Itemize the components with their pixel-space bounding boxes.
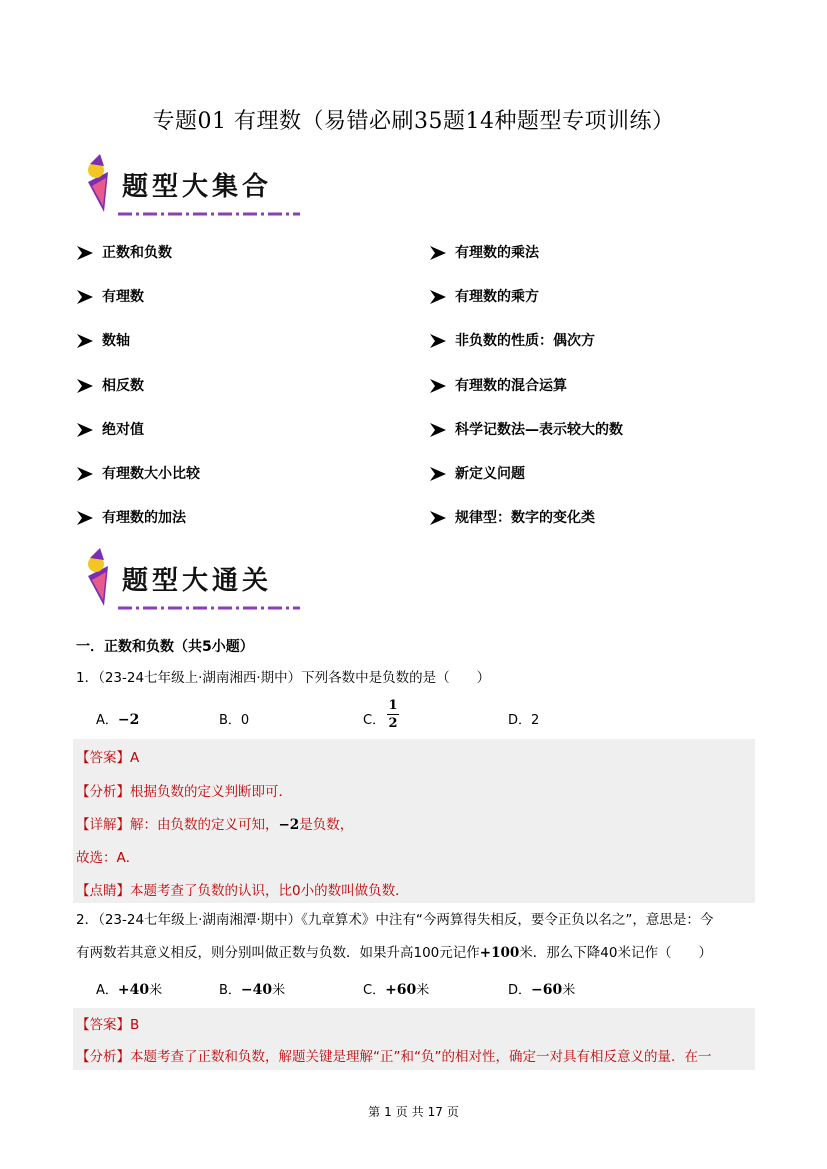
q2-answer-box	[73, 1008, 755, 1070]
q1-answer-box	[73, 739, 755, 903]
arrow-bullet-icon	[76, 510, 94, 533]
toc-item-label: 有理数的乘法	[455, 245, 539, 261]
arrow-bullet-icon	[76, 289, 94, 312]
stem-number: +100	[479, 945, 520, 961]
option-label: D．	[508, 713, 532, 728]
detail-text: 解：由负数的定义可知，	[130, 817, 279, 833]
detail-text-end: 是负数，	[299, 817, 354, 833]
section-heading: 一．正数和负数（共5小题）	[76, 639, 254, 655]
arrow-bullet-icon	[429, 510, 447, 533]
answer-tag: 【答案】	[76, 1017, 130, 1033]
footer-page: 1	[384, 1105, 392, 1119]
detail-number: −2	[278, 817, 300, 833]
toc-item-label: 有理数的加法	[102, 510, 186, 526]
answer-tag: 【答案】	[76, 750, 130, 766]
arrow-bullet-icon	[76, 378, 94, 401]
q2-option-a	[96, 979, 162, 998]
q1-option-c	[363, 709, 385, 728]
arrow-bullet-icon	[76, 245, 94, 268]
q1-analysis	[76, 780, 292, 800]
toc-item-label: 数轴	[102, 333, 130, 349]
toc-item-label: 有理数的混合运算	[455, 378, 567, 394]
toc-item-label: 有理数大小比较	[102, 466, 200, 482]
q1-choose: 故选：A．	[76, 850, 140, 866]
q2-option-c	[363, 979, 429, 998]
question-2-stem-line1: 2．（23-24七年级上·湖南湘潭·期中）《九章算术》中注有“今两算得失相反，要令正负以名之”，意思是：今	[76, 912, 714, 928]
page-footer	[0, 1103, 827, 1120]
footer-total: 17	[427, 1105, 443, 1119]
toc-item-label: 有理数	[102, 289, 144, 305]
analysis-text: 本题考查了正数和负数，解题关键是理解“正”和“负”的相对性，确定一对具有相反意义的量．在一	[130, 1049, 712, 1065]
arrow-bullet-icon	[429, 466, 447, 489]
option-value: 0	[240, 713, 250, 728]
fraction-denominator: 2	[388, 716, 398, 731]
banner-title: 题型大集合	[122, 172, 273, 202]
option-value: 2	[531, 713, 540, 728]
comment-tag: 【点睛】	[76, 883, 130, 899]
option-unit: 米	[416, 983, 430, 998]
answer-value: A	[130, 750, 140, 766]
q2-answer	[76, 1013, 139, 1033]
banner-type-collection	[78, 152, 306, 224]
q1-option-c-fraction	[387, 698, 399, 731]
option-label: A．	[96, 713, 118, 728]
q1-option-b	[219, 709, 249, 728]
banner-title: 题型大通关	[122, 566, 273, 596]
analysis-tag: 【分析】	[76, 784, 130, 800]
option-label: D．	[508, 983, 532, 998]
banner-type-practice	[78, 546, 306, 618]
option-label: B．	[219, 713, 241, 728]
toc-item-label: 有理数的乘方	[455, 289, 539, 305]
option-value: −2	[117, 712, 140, 728]
arrow-bullet-icon	[429, 289, 447, 312]
answer-value: B	[130, 1017, 140, 1033]
q1-comment	[76, 879, 409, 899]
q2-option-d	[508, 979, 575, 998]
footer-suffix: 页	[446, 1105, 459, 1119]
arrow-bullet-icon	[76, 333, 94, 356]
footer-mid: 页 共	[395, 1105, 424, 1119]
option-value: −60	[531, 982, 563, 998]
analysis-tag: 【分析】	[76, 1049, 130, 1065]
toc-item-label: 非负数的性质：偶次方	[455, 333, 595, 349]
arrow-bullet-icon	[76, 422, 94, 445]
detail-tag: 【详解】	[76, 817, 130, 833]
option-unit: 米	[149, 983, 163, 998]
question-1-stem: 1．（23-24七年级上·湖南湘西·期中）下列各数中是负数的是（ ）	[76, 670, 491, 686]
toc-item-label: 规律型：数字的变化类	[455, 510, 595, 526]
option-label: B．	[219, 983, 241, 998]
comment-text: 本题考查了负数的认识，比0小的数叫做负数．	[130, 883, 409, 899]
option-value: −40	[240, 982, 273, 998]
toc-item-label: 正数和负数	[102, 245, 172, 261]
stem-text-end: 米．那么下降40米记作（ ）	[519, 945, 712, 961]
option-label: C．	[363, 713, 386, 728]
q2-analysis	[76, 1045, 711, 1065]
toc-item-label: 科学记数法—表示较大的数	[455, 422, 623, 438]
arrow-bullet-icon	[76, 466, 94, 489]
stem-text: 有两数若其意义相反，则分别叫做正数与负数．如果升高100元记作	[76, 945, 480, 961]
document-title: 专题01 有理数（易错必刷35题14种题型专项训练）	[152, 109, 675, 134]
footer-prefix: 第	[368, 1105, 381, 1119]
toc-item-label: 相反数	[102, 378, 144, 394]
q1-option-a	[96, 709, 139, 728]
toc-item-label: 新定义问题	[455, 466, 525, 482]
q1-answer	[76, 746, 139, 766]
question-2-stem-line2	[76, 943, 712, 963]
option-value: +60	[385, 982, 417, 998]
arrow-bullet-icon	[429, 333, 447, 356]
option-value: +40	[117, 982, 150, 998]
arrow-bullet-icon	[429, 422, 447, 445]
analysis-text: 根据负数的定义判断即可．	[130, 784, 292, 800]
arrow-bullet-icon	[429, 245, 447, 268]
q2-option-b	[219, 979, 285, 998]
option-label: A．	[96, 983, 118, 998]
option-label: C．	[363, 983, 386, 998]
q1-option-d	[508, 709, 539, 728]
option-unit: 米	[562, 983, 576, 998]
toc-item-label: 绝对值	[102, 422, 144, 438]
q1-detail	[76, 813, 353, 833]
fraction-bar	[387, 714, 399, 715]
fraction-numerator: 1	[388, 698, 398, 713]
arrow-bullet-icon	[429, 378, 447, 401]
option-unit: 米	[272, 983, 286, 998]
